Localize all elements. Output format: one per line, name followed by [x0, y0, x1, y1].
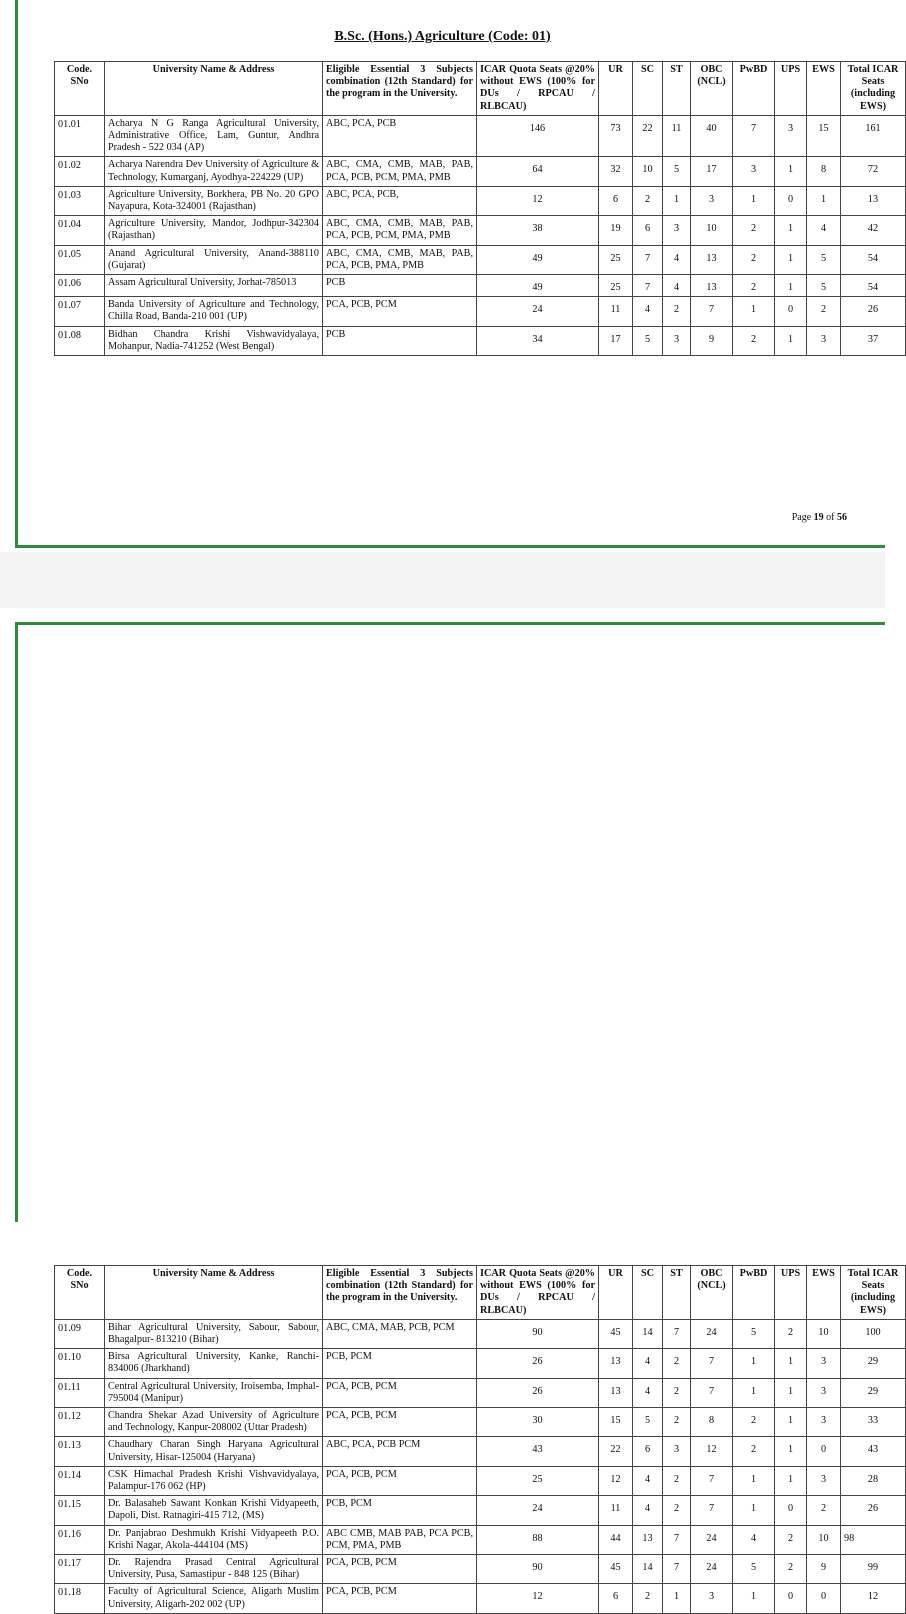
- cell-subjects: ABC, PCA, PCB,: [323, 186, 477, 215]
- cell-ups: 1: [775, 216, 807, 245]
- cell-sc: 14: [633, 1555, 663, 1584]
- cell-pwbd: 1: [733, 1584, 775, 1613]
- cell-pwbd: 2: [733, 275, 775, 297]
- header-code: Code. SNo: [55, 62, 105, 116]
- cell-icar-quota: 30: [477, 1408, 599, 1437]
- cell-ups: 1: [775, 1466, 807, 1495]
- cell-ews: 3: [807, 326, 841, 355]
- cell-subjects: ABC CMB, MAB PAB, PCA PCB, PCM, PMA, PMB: [323, 1525, 477, 1554]
- cell-pwbd: 1: [733, 297, 775, 326]
- cell-obc: 24: [691, 1319, 733, 1348]
- cell-subjects: ABC, CMA, CMB, MAB, PAB, PCA, PCB, PCM, PMA, PMB: [323, 216, 477, 245]
- cell-university: CSK Himachal Pradesh Krishi Vishvavidyalaya, Palampur-176 062 (HP): [105, 1466, 323, 1495]
- cell-sc: 5: [633, 326, 663, 355]
- cell-ur: 45: [599, 1319, 633, 1348]
- header-st: ST: [663, 62, 691, 116]
- cell-total: 26: [841, 1496, 906, 1525]
- cell-university: Acharya Narendra Dev University of Agriculture & Technology, Kumarganj, Ayodhya-224229 (UP): [105, 157, 323, 186]
- cell-icar-quota: 12: [477, 1584, 599, 1613]
- table-row: [55, 1466, 906, 1495]
- cell-ups: 1: [775, 275, 807, 297]
- table-row: [55, 1319, 906, 1348]
- table-header-row: [55, 1266, 906, 1320]
- cell-icar-quota: 34: [477, 326, 599, 355]
- cell-total: 33: [841, 1408, 906, 1437]
- cell-subjects: ABC, CMA, CMB, MAB, PAB, PCA, PCB, PCM, PMA, PMB: [323, 157, 477, 186]
- table-row: [55, 1555, 906, 1584]
- cell-sc: 10: [633, 157, 663, 186]
- cell-st: 2: [663, 1466, 691, 1495]
- cell-st: 7: [663, 1319, 691, 1348]
- cell-ur: 19: [599, 216, 633, 245]
- cell-total: 54: [841, 275, 906, 297]
- cell-code: 01.04: [55, 216, 105, 245]
- cell-icar-quota: 43: [477, 1437, 599, 1466]
- cell-st: 1: [663, 186, 691, 215]
- table-row: [55, 186, 906, 215]
- cell-ews: 3: [807, 1466, 841, 1495]
- cell-st: 3: [663, 216, 691, 245]
- cell-pwbd: 1: [733, 186, 775, 215]
- cell-ups: 1: [775, 157, 807, 186]
- cell-obc: 3: [691, 186, 733, 215]
- cell-university: Birsa Agricultural University, Kanke, Ranchi-834006 (Jharkhand): [105, 1349, 323, 1378]
- cell-university: Bihar Agricultural University, Sabour, Sabour, Bhagalpur- 813210 (Bihar): [105, 1319, 323, 1348]
- cell-code: 01.14: [55, 1466, 105, 1495]
- cell-subjects: PCA, PCB, PCM: [323, 1555, 477, 1584]
- cell-sc: 2: [633, 186, 663, 215]
- cell-total: 42: [841, 216, 906, 245]
- cell-total: 28: [841, 1466, 906, 1495]
- cell-sc: 4: [633, 1466, 663, 1495]
- cell-obc: 24: [691, 1525, 733, 1554]
- cell-st: 11: [663, 115, 691, 157]
- cell-ur: 32: [599, 157, 633, 186]
- table-row: [55, 157, 906, 186]
- cell-st: 3: [663, 1437, 691, 1466]
- table-row: [55, 1437, 906, 1466]
- cell-total: 72: [841, 157, 906, 186]
- cell-total: 26: [841, 297, 906, 326]
- header-obc: OBC (NCL): [691, 1266, 733, 1320]
- cell-ur: 6: [599, 186, 633, 215]
- cell-sc: 4: [633, 1378, 663, 1407]
- cell-icar-quota: 49: [477, 275, 599, 297]
- cell-code: 01.08: [55, 326, 105, 355]
- cell-ews: 2: [807, 297, 841, 326]
- cell-obc: 7: [691, 1466, 733, 1495]
- cell-st: 5: [663, 157, 691, 186]
- cell-university: Chandra Shekar Azad University of Agriculture and Technology, Kanpur-208002 (Uttar Pradesh): [105, 1408, 323, 1437]
- cell-pwbd: 7: [733, 115, 775, 157]
- cell-ews: 9: [807, 1555, 841, 1584]
- cell-icar-quota: 88: [477, 1525, 599, 1554]
- table-row: [55, 326, 906, 355]
- page-title: B.Sc. (Hons.) Agriculture (Code: 01): [334, 29, 551, 44]
- cell-pwbd: 5: [733, 1319, 775, 1348]
- cell-ur: 22: [599, 1437, 633, 1466]
- cell-icar-quota: 12: [477, 186, 599, 215]
- cell-sc: 7: [633, 275, 663, 297]
- cell-subjects: PCA, PCB, PCM: [323, 1466, 477, 1495]
- cell-obc: 13: [691, 245, 733, 274]
- cell-ews: 3: [807, 1349, 841, 1378]
- header-total: Total ICAR Seats (including EWS): [841, 62, 906, 116]
- cell-ups: 1: [775, 326, 807, 355]
- cell-code: 01.15: [55, 1496, 105, 1525]
- cell-st: 1: [663, 1584, 691, 1613]
- cell-icar-quota: 64: [477, 157, 599, 186]
- cell-obc: 3: [691, 1584, 733, 1613]
- cell-icar-quota: 90: [477, 1319, 599, 1348]
- cell-ews: 10: [807, 1319, 841, 1348]
- cell-subjects: ABC, CMA, MAB, PCB, PCM: [323, 1319, 477, 1348]
- cell-obc: 7: [691, 1378, 733, 1407]
- cell-ews: 15: [807, 115, 841, 157]
- cell-subjects: ABC, PCA, PCB PCM: [323, 1437, 477, 1466]
- cell-ups: 0: [775, 1584, 807, 1613]
- table-header-row: [55, 62, 906, 116]
- header-obc: OBC (NCL): [691, 62, 733, 116]
- cell-code: 01.07: [55, 297, 105, 326]
- cell-obc: 40: [691, 115, 733, 157]
- cell-st: 2: [663, 1408, 691, 1437]
- cell-sc: 6: [633, 216, 663, 245]
- cell-university: Agriculture University, Borkhera, PB No. 20 GPO Nayapura, Kota-324001 (Rajasthan): [105, 186, 323, 215]
- table-row: [55, 245, 906, 274]
- cell-ur: 45: [599, 1555, 633, 1584]
- cell-code: 01.17: [55, 1555, 105, 1584]
- cell-icar-quota: 24: [477, 1496, 599, 1525]
- table-row: [55, 1408, 906, 1437]
- cell-icar-quota: 25: [477, 1466, 599, 1495]
- cell-icar-quota: 49: [477, 245, 599, 274]
- header-university: University Name & Address: [105, 62, 323, 116]
- cell-subjects: PCA, PCB, PCM: [323, 1584, 477, 1613]
- cell-pwbd: 1: [733, 1466, 775, 1495]
- cell-pwbd: 1: [733, 1378, 775, 1407]
- cell-ups: 3: [775, 115, 807, 157]
- cell-university: Dr. Rajendra Prasad Central Agricultural University, Pusa, Samastipur - 848 125 (Bihar): [105, 1555, 323, 1584]
- cell-sc: 4: [633, 1349, 663, 1378]
- cell-obc: 7: [691, 297, 733, 326]
- cell-subjects: ABC, PCA, PCB: [323, 115, 477, 157]
- cell-total: 98: [841, 1525, 906, 1554]
- cell-code: 01.11: [55, 1378, 105, 1407]
- cell-code: 01.02: [55, 157, 105, 186]
- cell-sc: 6: [633, 1437, 663, 1466]
- cell-st: 2: [663, 1349, 691, 1378]
- cell-university: Anand Agricultural University, Anand-388110 (Gujarat): [105, 245, 323, 274]
- cell-ups: 1: [775, 1408, 807, 1437]
- cell-code: 01.06: [55, 275, 105, 297]
- table-row: [55, 115, 906, 157]
- cell-total: 161: [841, 115, 906, 157]
- header-pwbd: PwBD: [733, 1266, 775, 1320]
- cell-ews: 3: [807, 1378, 841, 1407]
- cell-total: 100: [841, 1319, 906, 1348]
- cell-ews: 5: [807, 275, 841, 297]
- header-subjects: Eligible Essential 3 Subjects combination (12th Standard) for the program in the University.: [323, 62, 477, 116]
- cell-icar-quota: 26: [477, 1378, 599, 1407]
- table-row: [55, 275, 906, 297]
- table-row: [55, 1349, 906, 1378]
- cell-ups: 1: [775, 1349, 807, 1378]
- page-border-top: [15, 622, 885, 625]
- cell-code: 01.12: [55, 1408, 105, 1437]
- cell-pwbd: 2: [733, 326, 775, 355]
- cell-st: 2: [663, 1496, 691, 1525]
- cell-ews: 8: [807, 157, 841, 186]
- page-number: Page 19 of 56: [791, 512, 847, 523]
- cell-ur: 25: [599, 275, 633, 297]
- cell-university: Acharya N G Ranga Agricultural University, Administrative Office, Lam, Guntur, Andhra Pradesh - 522 034 (AP): [105, 115, 323, 157]
- cell-ups: 1: [775, 1437, 807, 1466]
- cell-ups: 2: [775, 1319, 807, 1348]
- cell-st: 4: [663, 245, 691, 274]
- cell-code: 01.10: [55, 1349, 105, 1378]
- cell-sc: 2: [633, 1584, 663, 1613]
- cell-obc: 10: [691, 216, 733, 245]
- cell-st: 7: [663, 1525, 691, 1554]
- cell-code: 01.16: [55, 1525, 105, 1554]
- cell-obc: 17: [691, 157, 733, 186]
- cell-ur: 12: [599, 1466, 633, 1495]
- cell-ur: 25: [599, 245, 633, 274]
- cell-ews: 2: [807, 1496, 841, 1525]
- table-row: [55, 297, 906, 326]
- cell-icar-quota: 24: [477, 297, 599, 326]
- cell-total: 37: [841, 326, 906, 355]
- cell-total: 43: [841, 1437, 906, 1466]
- cell-sc: 4: [633, 1496, 663, 1525]
- cell-pwbd: 4: [733, 1525, 775, 1554]
- cell-ups: 0: [775, 186, 807, 215]
- cell-ews: 0: [807, 1437, 841, 1466]
- cell-obc: 7: [691, 1349, 733, 1378]
- table-row: [55, 1378, 906, 1407]
- header-sc: SC: [633, 62, 663, 116]
- cell-ews: 5: [807, 245, 841, 274]
- cell-ur: 11: [599, 297, 633, 326]
- cell-total: 54: [841, 245, 906, 274]
- cell-total: 13: [841, 186, 906, 215]
- cell-st: 4: [663, 275, 691, 297]
- cell-ups: 1: [775, 245, 807, 274]
- cell-ur: 44: [599, 1525, 633, 1554]
- cell-code: 01.05: [55, 245, 105, 274]
- cell-pwbd: 2: [733, 1408, 775, 1437]
- cell-ews: 1: [807, 186, 841, 215]
- header-pwbd: PwBD: [733, 62, 775, 116]
- cell-subjects: PCA, PCB, PCM: [323, 1408, 477, 1437]
- cell-subjects: PCB, PCM: [323, 1349, 477, 1378]
- header-code: Code. SNo: [55, 1266, 105, 1320]
- cell-total: 12: [841, 1584, 906, 1613]
- header-st: ST: [663, 1266, 691, 1320]
- cell-university: Agriculture University, Mandor, Jodhpur-342304 (Rajasthan): [105, 216, 323, 245]
- cell-ur: 15: [599, 1408, 633, 1437]
- cell-subjects: PCB: [323, 275, 477, 297]
- cell-total: 29: [841, 1349, 906, 1378]
- cell-ews: 4: [807, 216, 841, 245]
- cell-ur: 73: [599, 115, 633, 157]
- cell-sc: 7: [633, 245, 663, 274]
- cell-icar-quota: 38: [477, 216, 599, 245]
- cell-obc: 7: [691, 1496, 733, 1525]
- header-icar-quota: ICAR Quota Seats @20% without EWS (100% for DUs / RPCAU / RLBCAU): [477, 1266, 599, 1320]
- cell-university: Assam Agricultural University, Jorhat-785013: [105, 275, 323, 297]
- cell-ews: 3: [807, 1408, 841, 1437]
- cell-subjects: PCB: [323, 326, 477, 355]
- cell-pwbd: 2: [733, 216, 775, 245]
- cell-sc: 13: [633, 1525, 663, 1554]
- page-border-left: [15, 622, 18, 1222]
- cell-obc: 24: [691, 1555, 733, 1584]
- header-total: Total ICAR Seats (including EWS): [841, 1266, 906, 1320]
- header-icar-quota: ICAR Quota Seats @20% without EWS (100% for DUs / RPCAU / RLBCAU): [477, 62, 599, 116]
- cell-ur: 6: [599, 1584, 633, 1613]
- cell-subjects: PCB, PCM: [323, 1496, 477, 1525]
- cell-st: 7: [663, 1555, 691, 1584]
- cell-university: Central Agricultural University, Iroisemba, Imphal-795004 (Manipur): [105, 1378, 323, 1407]
- cell-code: 01.09: [55, 1319, 105, 1348]
- cell-sc: 14: [633, 1319, 663, 1348]
- header-ups: UPS: [775, 1266, 807, 1320]
- table-row: [55, 1525, 906, 1554]
- cell-ur: 17: [599, 326, 633, 355]
- cell-pwbd: 3: [733, 157, 775, 186]
- cell-code: 01.03: [55, 186, 105, 215]
- cell-code: 01.13: [55, 1437, 105, 1466]
- cell-obc: 12: [691, 1437, 733, 1466]
- cell-ur: 13: [599, 1378, 633, 1407]
- cell-ups: 2: [775, 1555, 807, 1584]
- table-row: [55, 216, 906, 245]
- cell-sc: 5: [633, 1408, 663, 1437]
- cell-pwbd: 1: [733, 1349, 775, 1378]
- seat-matrix-table: [54, 61, 906, 356]
- table-row: [55, 1496, 906, 1525]
- cell-subjects: ABC, CMA, CMB, MAB, PAB, PCA, PCB, PMA, PMB: [323, 245, 477, 274]
- cell-code: 01.18: [55, 1584, 105, 1613]
- cell-obc: 9: [691, 326, 733, 355]
- cell-university: Banda University of Agriculture and Technology, Chilla Road, Banda-210 001 (UP): [105, 297, 323, 326]
- cell-ur: 11: [599, 1496, 633, 1525]
- header-ups: UPS: [775, 62, 807, 116]
- cell-pwbd: 1: [733, 1496, 775, 1525]
- document-page-19: [0, 0, 899, 552]
- cell-ups: 0: [775, 297, 807, 326]
- header-university: University Name & Address: [105, 1266, 323, 1320]
- cell-subjects: PCA, PCB, PCM: [323, 297, 477, 326]
- document-page-20: [0, 608, 899, 1610]
- cell-ups: 1: [775, 1378, 807, 1407]
- cell-obc: 8: [691, 1408, 733, 1437]
- cell-ups: 2: [775, 1525, 807, 1554]
- cell-sc: 22: [633, 115, 663, 157]
- seat-matrix-table: [54, 1265, 906, 1614]
- cell-code: 01.01: [55, 115, 105, 157]
- cell-st: 2: [663, 297, 691, 326]
- cell-pwbd: 2: [733, 1437, 775, 1466]
- cell-university: Dr. Panjabrao Deshmukh Krishi Vidyapeeth P.O. Krishi Nagar, Akola-444104 (MS): [105, 1525, 323, 1554]
- header-ur: UR: [599, 1266, 633, 1320]
- page-separator: [0, 552, 885, 608]
- cell-university: Dr. Balasaheb Sawant Konkan Krishi Vidyapeeth, Dapoli, Dist. Ratnagiri-415 712, (MS): [105, 1496, 323, 1525]
- page-border-left: [15, 0, 18, 548]
- cell-university: Bidhan Chandra Krishi Vishwavidyalaya, Mohanpur, Nadia-741252 (West Bengal): [105, 326, 323, 355]
- cell-ur: 13: [599, 1349, 633, 1378]
- cell-obc: 13: [691, 275, 733, 297]
- cell-icar-quota: 90: [477, 1555, 599, 1584]
- header-ews: EWS: [807, 62, 841, 116]
- cell-subjects: PCA, PCB, PCM: [323, 1378, 477, 1407]
- table-row: [55, 1584, 906, 1613]
- cell-ews: 0: [807, 1584, 841, 1613]
- cell-total: 29: [841, 1378, 906, 1407]
- cell-total: 99: [841, 1555, 906, 1584]
- cell-st: 3: [663, 326, 691, 355]
- cell-st: 2: [663, 1378, 691, 1407]
- cell-university: Faculty of Agricultural Science, Aligarh Muslim University, Aligarh-202 002 (UP): [105, 1584, 323, 1613]
- header-subjects: Eligible Essential 3 Subjects combination (12th Standard) for the program in the University.: [323, 1266, 477, 1320]
- cell-sc: 4: [633, 297, 663, 326]
- header-sc: SC: [633, 1266, 663, 1320]
- cell-pwbd: 5: [733, 1555, 775, 1584]
- cell-pwbd: 2: [733, 245, 775, 274]
- header-ews: EWS: [807, 1266, 841, 1320]
- page-border-bottom: [15, 545, 885, 548]
- cell-ups: 0: [775, 1496, 807, 1525]
- header-ur: UR: [599, 62, 633, 116]
- cell-ews: 10: [807, 1525, 841, 1554]
- cell-university: Chaudhary Charan Singh Haryana Agricultural University, Hisar-125004 (Haryana): [105, 1437, 323, 1466]
- cell-icar-quota: 146: [477, 115, 599, 157]
- cell-icar-quota: 26: [477, 1349, 599, 1378]
